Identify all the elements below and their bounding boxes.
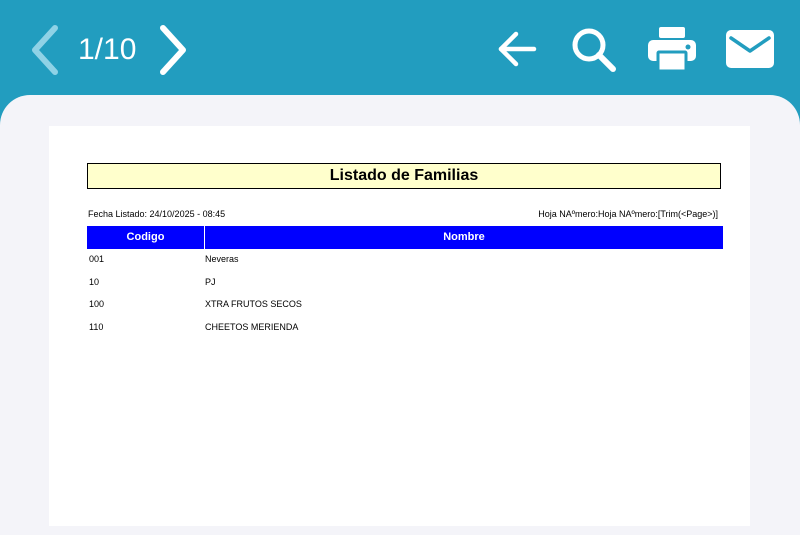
arrow-left-icon xyxy=(496,28,538,70)
report-title: Listado de Familias xyxy=(87,163,721,189)
cell-name: CHEETOS MERIENDA xyxy=(205,322,299,332)
table-row xyxy=(0,321,800,339)
chevron-left-icon xyxy=(28,24,60,76)
report-page-number: Hoja NAºmero:Hoja NAºmero:[Trim(<Page>)] xyxy=(538,209,718,219)
search-button[interactable] xyxy=(570,26,618,74)
table-row xyxy=(0,276,800,294)
email-button[interactable] xyxy=(726,30,774,68)
table-row xyxy=(0,253,800,271)
cell-code: 110 xyxy=(89,322,104,332)
cell-code: 10 xyxy=(89,277,100,287)
previous-page-button[interactable] xyxy=(28,24,60,76)
cell-code: 100 xyxy=(89,299,105,309)
cell-name: XTRA FRUTOS SECOS xyxy=(205,299,302,309)
mail-icon xyxy=(726,30,774,68)
cell-name: Neveras xyxy=(205,254,239,264)
cell-code: 001 xyxy=(89,254,105,264)
viewer-toolbar xyxy=(0,0,800,98)
report-date: Fecha Listado: 24/10/2025 - 08:45 xyxy=(88,209,226,219)
search-icon xyxy=(570,26,618,74)
printer-icon xyxy=(647,26,697,72)
column-header-codigo: Codigo xyxy=(87,226,205,249)
chevron-right-icon xyxy=(158,24,190,76)
cell-name: PJ xyxy=(205,277,216,287)
table-row xyxy=(0,298,800,316)
back-button[interactable] xyxy=(496,28,538,70)
next-page-button[interactable] xyxy=(158,24,190,76)
print-button[interactable] xyxy=(647,26,697,72)
column-header-nombre: Nombre xyxy=(443,231,485,243)
table-header xyxy=(87,226,723,249)
page-counter: 1/10 xyxy=(78,33,137,66)
